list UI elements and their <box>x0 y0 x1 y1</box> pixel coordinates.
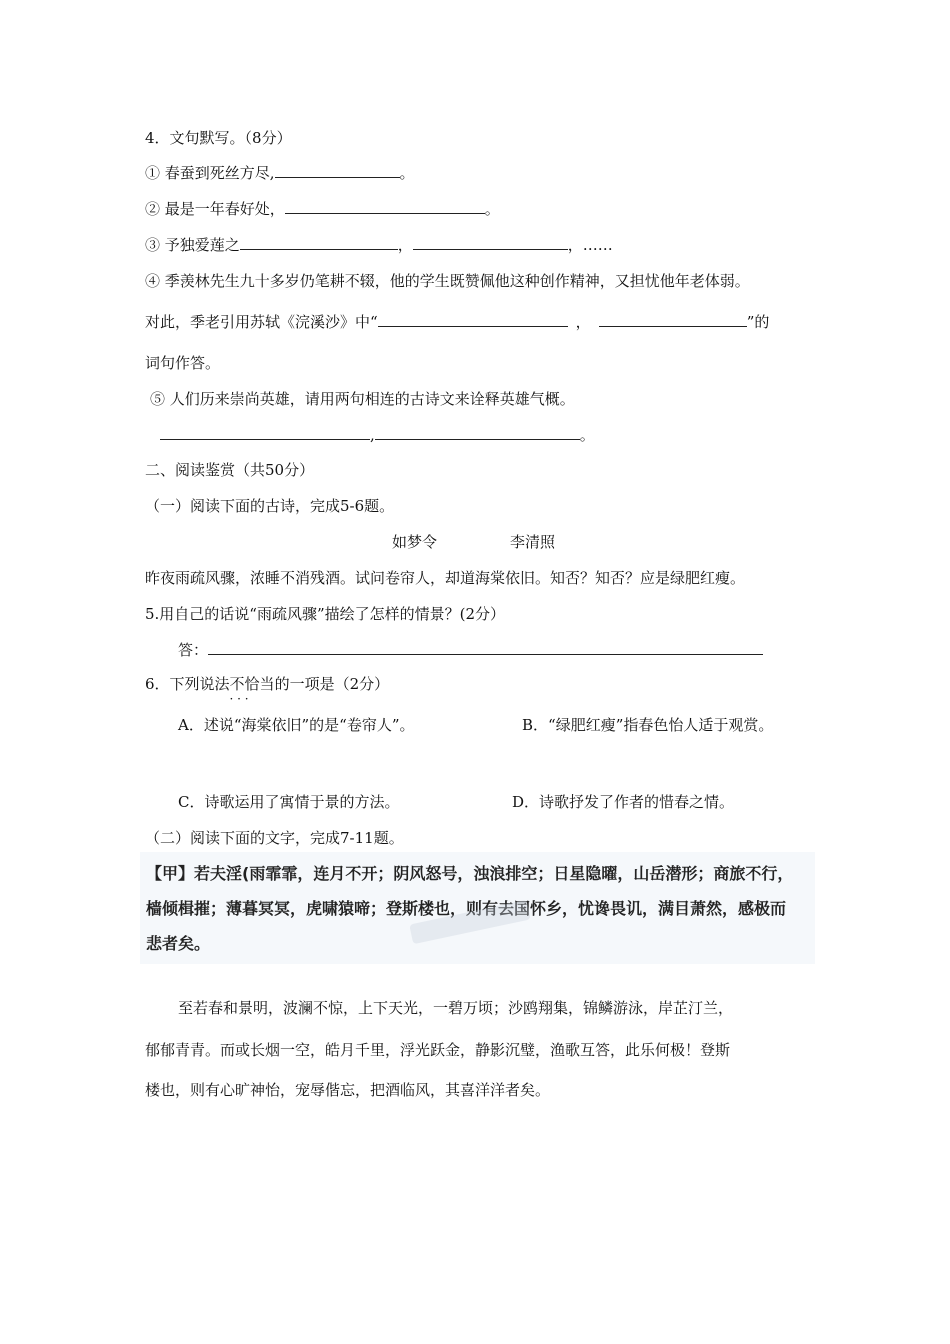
q4-item3-sep: ， <box>397 236 413 254</box>
q4-item5-sep: , <box>370 426 375 444</box>
q4-item1-text: ① 春蚕到死丝方尽, <box>145 164 275 182</box>
q4-item5-end: 。 <box>579 426 595 444</box>
poem-text: 昨夜雨疏风骤，浓睡不消残酒。试问卷帘人，却道海棠依旧。知否？知否？应是绿肥红瘦。 <box>145 569 746 587</box>
jia-line-3: 悲者矣。 <box>146 934 211 953</box>
answer-blank[interactable] <box>378 312 568 327</box>
q4-item4-text: 对此，季老引用苏轼《浣溪沙》中“ <box>145 313 378 331</box>
answer-blank[interactable] <box>208 640 763 655</box>
answer-blank[interactable] <box>240 235 398 250</box>
section-heading: 二、阅读鉴赏（共50分） <box>145 461 315 479</box>
q4-item4-end: ”的 <box>746 313 770 331</box>
q4-item2-text: ② 最是一年春好处， <box>145 200 285 218</box>
answer-blank[interactable] <box>375 425 580 440</box>
question-6 <box>145 674 389 694</box>
answer-blank[interactable] <box>285 199 485 214</box>
q4-item4-line2 <box>145 312 769 332</box>
q6-option-c: C．诗歌运用了寓情于景的方法。 <box>178 793 400 811</box>
q4-item5: ⑤ 人们历来崇尚英雄，请用两句相连的古诗文来诠释英雄气概。 <box>150 390 575 408</box>
poem-title: 如梦令 <box>392 533 438 551</box>
q4-item4-sep: ， <box>575 313 591 331</box>
answer-blank[interactable] <box>160 425 370 440</box>
question-5: 5.用自己的话说“雨疏风骤”描绘了怎样的情景？(2分） <box>145 605 506 623</box>
jia-line-1: 【甲】若夫淫(雨霏霏，连月不开；阴风怒号，浊浪排空；日星隐曜，山岳潜形；商旅不行， <box>146 864 794 883</box>
q6-suffix: 的一项是（2分） <box>274 675 390 693</box>
q4-item2 <box>145 199 500 219</box>
q5-answer-label: 答： <box>178 641 209 659</box>
answer-blank[interactable] <box>599 312 747 327</box>
q6-option-a: A．述说“海棠依旧”的是“卷帘人”。 <box>178 716 415 734</box>
q4-item3-text: ③ 予独爱莲之 <box>145 236 240 254</box>
q6-option-d: D．诗歌抒发了作者的惜春之情。 <box>512 793 735 811</box>
q4-item1-end: 。 <box>399 164 415 182</box>
q5-answer-line <box>178 640 763 660</box>
q6-prefix: 6．下列说法 <box>145 675 230 693</box>
q6-emphasis: 不恰当 · · · <box>230 675 275 693</box>
jia-line-2: 樯倾楫摧；薄暮冥冥，虎啸猿啼；登斯楼也，则有去国怀乡，忧谗畏讥，满目萧然，感极而 <box>146 899 787 918</box>
q4-item1 <box>145 163 415 183</box>
passage-jia-image <box>140 852 815 964</box>
part1-instruction: （一）阅读下面的古诗，完成5-6题。 <box>145 497 395 515</box>
q6-option-b: B．“绿肥红瘦”指春色怡人适于观赏。 <box>522 716 774 734</box>
passage-line-3: 楼也，则有心旷神怡，宠辱偕忘，把酒临风，其喜洋洋者矣。 <box>145 1081 551 1099</box>
q4-item4-line3: 词句作答。 <box>145 354 221 372</box>
passage-line-1: 至若春和景明，波澜不惊，上下天光，一碧万顷；沙鸥翔集，锦鳞游泳，岸芷汀兰， <box>178 999 734 1017</box>
q4-title: 4．文句默写。（8分） <box>145 129 292 147</box>
q4-item5-blanks <box>160 425 595 445</box>
q4-item3-end: ，…… <box>567 236 613 254</box>
part2-instruction: （二）阅读下面的文字，完成7-11题。 <box>145 829 404 847</box>
q4-item4-line1: ④ 季羡林先生九十多岁仍笔耕不辍，他的学生既赞佩他这种创作精神，又担忧他年老体弱。 <box>145 272 750 290</box>
q4-item2-end: 。 <box>484 200 500 218</box>
q4-item3 <box>145 235 613 255</box>
answer-blank[interactable] <box>413 235 568 250</box>
poem-author: 李清照 <box>510 533 556 551</box>
answer-blank[interactable] <box>275 163 400 178</box>
passage-line-2: 郁郁青青。而或长烟一空，皓月千里，浮光跃金，静影沉璧，渔歌互答，此乐何极！登斯 <box>145 1041 731 1059</box>
